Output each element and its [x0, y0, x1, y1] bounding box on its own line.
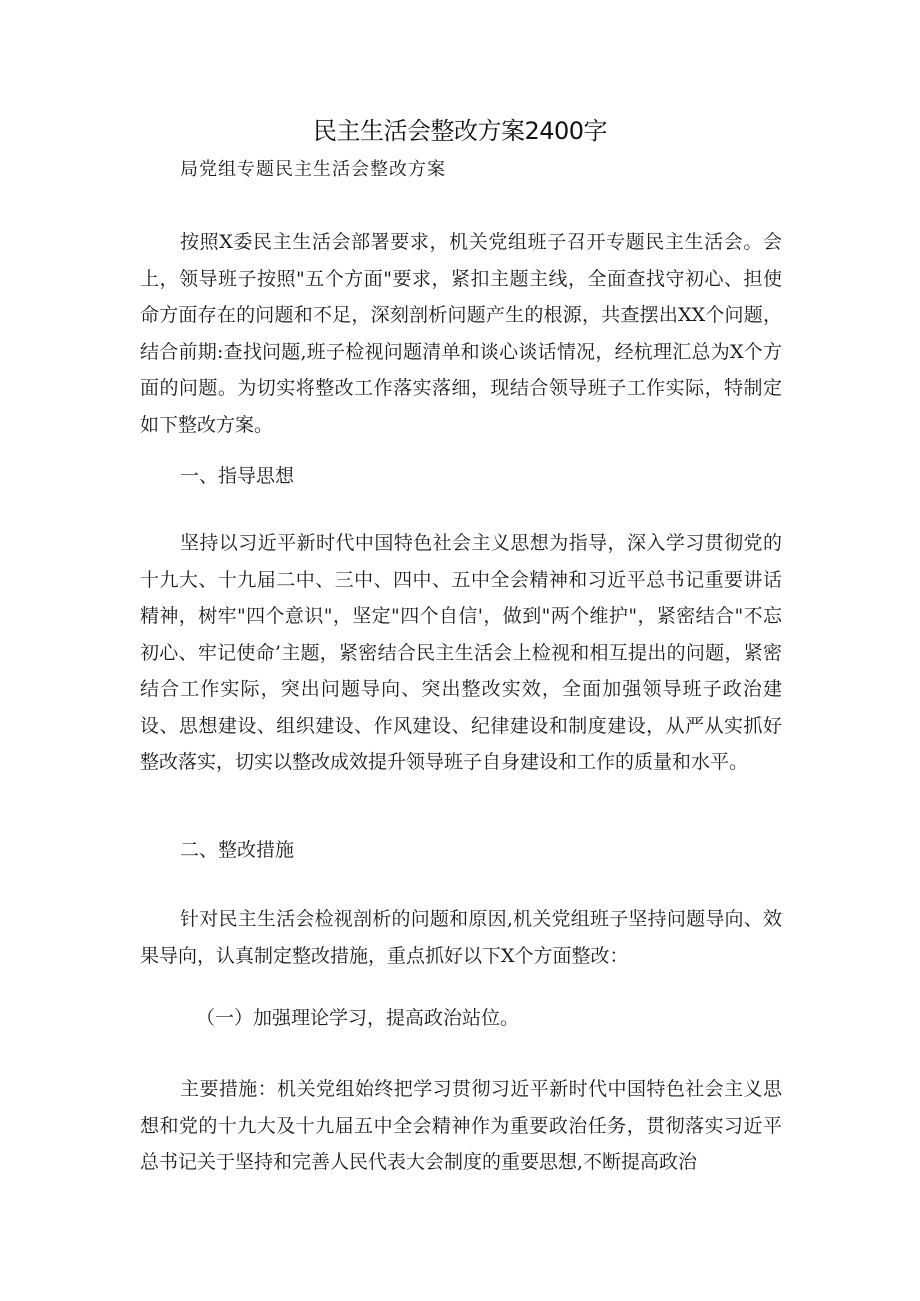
item-heading-theory-study: （一）加强理论学习，提高政治站位。 — [196, 1007, 520, 1029]
document-subtitle: 局党组专题民主生活会整改方案 — [180, 159, 446, 180]
section-heading-guiding-thought: 一、指导思想 — [180, 465, 295, 487]
document-title: 民主生活会整改方案2400字 — [312, 117, 608, 145]
section-heading-measures: 二、整改措施 — [180, 839, 295, 861]
theory-study-paragraph: 主要措施：机关党组始终把学习贯彻习近平新时代中国特色社会主义思想和党的十九大及十九届五中全会精神作为重要政治任务，贯彻落实习近平总书记关于坚持和完善人民代表大会制度的重要思想,不断提高政治 — [140, 1078, 782, 1173]
guiding-thought-paragraph: 坚持以习近平新时代中国特色社会主义思想为指导，深入学习贯彻党的十九大、十九届二中、三中、四中、五中全会精神和习近平总书记重要讲话精神，树牢"四个意识"，坚定"四个自信'，做到"两个维护"，紧密结合"不忘初心、牢记使命’主题，紧密结合民主生活会上检视和相互提出的问题，紧密结合工作实际，突出问题导向、突出整改实效，全面加强领导班子政治建设、思想建设、组织建设、作风建设、纪律建设和制度建设，从严从实抓好整改落实，切实以整改成效提升领导班子自身建设和工作的质量和水平。 — [140, 532, 782, 773]
intro-paragraph: 按照X委民主生活会部署要求，机关党组班子召开专题民主生活会。会上，领导班子按照"五个方面"要求，紧扣主题主线，全面查找守初心、担使命方面存在的问题和不足，深刻剖析问题产生的根源，共查摆出XX个问题，结合前期:查找问题,班子检视问题清单和谈心谈话情况，经杭理汇总为X个方面的问题。为切实将整改工作落实落细，现结合领导班子工作实际，特制定如下整改方案。 — [140, 231, 782, 436]
measures-intro-paragraph: 针对民主生活会检视剖析的问题和原因,机关党组班子坚持问题导向、效果导向，认真制定整改措施，重点抓好以下X个方面整改： — [140, 908, 782, 967]
